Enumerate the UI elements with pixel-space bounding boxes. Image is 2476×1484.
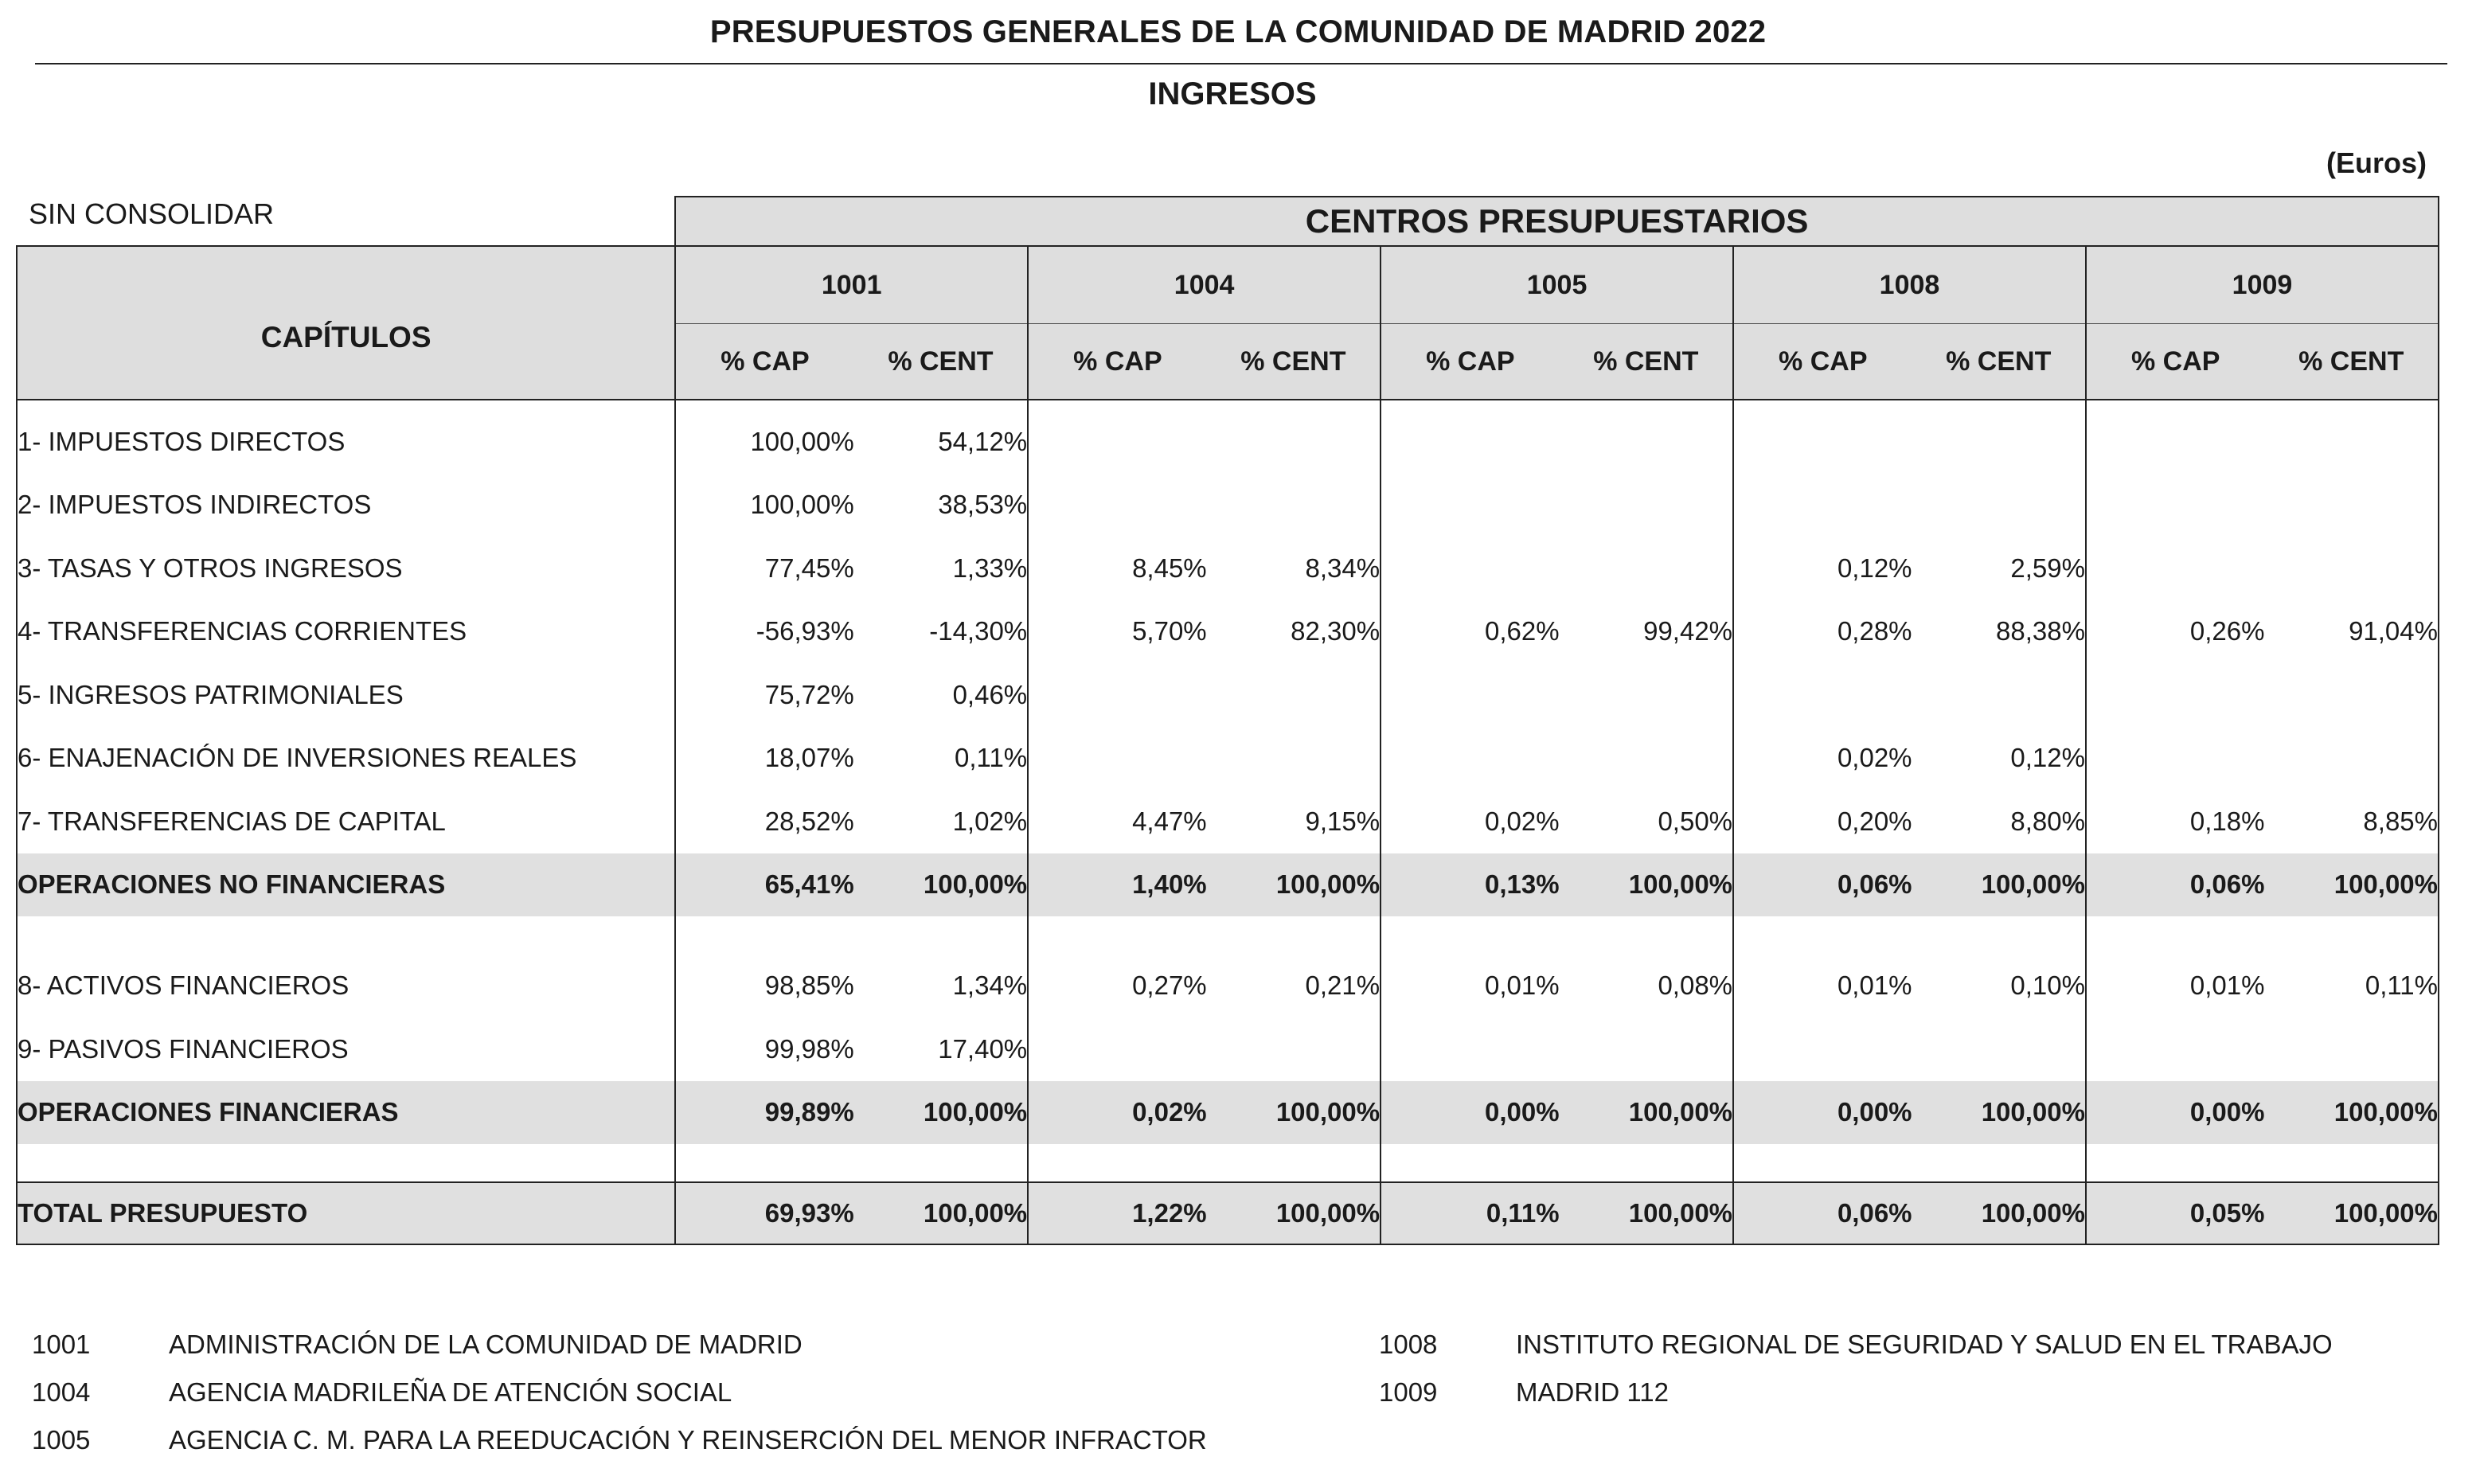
cell-cap: 0,02% xyxy=(1028,1081,1207,1144)
cell-cap xyxy=(1381,474,1560,537)
cell-cent: 100,00% xyxy=(1912,1081,2086,1144)
cell-cap xyxy=(1381,1017,1560,1081)
units-label: (Euros) xyxy=(2326,146,2427,179)
cell-cap xyxy=(1733,663,1912,727)
cell-cent: 88,38% xyxy=(1912,600,2086,664)
cell-cap: 5,70% xyxy=(1028,600,1207,664)
legend-item xyxy=(1379,1377,2333,1425)
cell-cap: 0,26% xyxy=(2086,600,2265,664)
cell-cap: 100,00% xyxy=(675,400,854,474)
cell-cap: 0,00% xyxy=(1733,1081,1912,1144)
cell-cent xyxy=(1207,727,1381,791)
cell-cap: 0,28% xyxy=(1733,600,1912,664)
cell-cent: -14,30% xyxy=(854,600,1028,664)
cell-cap: 1,40% xyxy=(1028,853,1207,916)
cell-cap: 0,13% xyxy=(1381,853,1560,916)
table-row xyxy=(17,790,2439,853)
cell-cap xyxy=(1733,474,1912,537)
cell-cap: 4,47% xyxy=(1028,790,1207,853)
row-label: 5- INGRESOS PATRIMONIALES xyxy=(17,663,675,727)
cell-cap: 77,45% xyxy=(675,537,854,600)
cell-cap: 0,62% xyxy=(1381,600,1560,664)
cell-cent xyxy=(1207,400,1381,474)
legend-name: INSTITUTO REGIONAL DE SEGURIDAD Y SALUD EN EL TRABAJO xyxy=(1516,1330,2333,1359)
legend-name: MADRID 112 xyxy=(1516,1377,1669,1407)
cell-cap: 0,05% xyxy=(2086,1182,2265,1244)
cell-cap: 0,01% xyxy=(1733,955,1912,1018)
cell-cent xyxy=(2264,663,2439,727)
title-rule xyxy=(35,63,2447,64)
cell-cent: 1,02% xyxy=(854,790,1028,853)
cell-cap xyxy=(2086,1017,2265,1081)
total-row xyxy=(17,1182,2439,1244)
legend-name: ADMINISTRACIÓN DE LA COMUNIDAD DE MADRID xyxy=(169,1330,803,1359)
cell-cap xyxy=(1028,1017,1207,1081)
cell-cent: 100,00% xyxy=(1207,1081,1381,1144)
row-label: 6- ENAJENACIÓN DE INVERSIONES REALES xyxy=(17,727,675,791)
cell-cent: 8,80% xyxy=(1912,790,2086,853)
row-label: 1- IMPUESTOS DIRECTOS xyxy=(17,400,675,474)
cell-cent xyxy=(1912,1017,2086,1081)
row-label: 3- TASAS Y OTROS INGRESOS xyxy=(17,537,675,600)
table-row xyxy=(17,955,2439,1018)
legend-code: 1008 xyxy=(1379,1330,1438,1359)
subtotal-row xyxy=(17,853,2439,916)
cell-cent xyxy=(1912,400,2086,474)
legend-code: 1009 xyxy=(1379,1377,1438,1407)
table-row xyxy=(17,537,2439,600)
row-label: 8- ACTIVOS FINANCIEROS xyxy=(17,955,675,1018)
cell-cap: 0,11% xyxy=(1381,1182,1560,1244)
cell-cent xyxy=(2264,537,2439,600)
spacer-row xyxy=(17,1144,2439,1182)
cell-cent xyxy=(1560,727,1733,791)
legend-code: 1001 xyxy=(32,1330,91,1359)
cell-cent: 0,50% xyxy=(1560,790,1733,853)
cell-cent: 100,00% xyxy=(1207,853,1381,916)
cell-cent: 100,00% xyxy=(854,1081,1028,1144)
subheader-cap: % CAP xyxy=(1381,324,1560,400)
budget-table xyxy=(16,196,2439,1245)
cell-cent: 2,59% xyxy=(1912,537,2086,600)
cell-cap: 0,20% xyxy=(1733,790,1912,853)
subheader-cent: % CENT xyxy=(854,324,1028,400)
cell-cent xyxy=(2264,474,2439,537)
cell-cent: 0,08% xyxy=(1560,955,1733,1018)
cell-cap: 0,02% xyxy=(1381,790,1560,853)
cell-cent: 0,12% xyxy=(1912,727,2086,791)
center-code: 1001 xyxy=(675,246,1028,324)
cell-cap xyxy=(1381,727,1560,791)
legend-right xyxy=(1379,1330,2333,1425)
cell-cent: 100,00% xyxy=(1560,853,1733,916)
cell-cap xyxy=(1028,474,1207,537)
header-spacer xyxy=(17,197,675,246)
cell-cent: 100,00% xyxy=(854,1182,1028,1244)
cell-cent: 100,00% xyxy=(1912,1182,2086,1244)
cell-cap xyxy=(2086,400,2265,474)
cell-cent: 1,33% xyxy=(854,537,1028,600)
row-label: 4- TRANSFERENCIAS CORRIENTES xyxy=(17,600,675,664)
scope-label: SIN CONSOLIDAR xyxy=(29,197,275,230)
cell-cap: 0,00% xyxy=(2086,1081,2265,1144)
cell-cent: 8,34% xyxy=(1207,537,1381,600)
row-header: CAPÍTULOS xyxy=(17,246,675,400)
cell-cent xyxy=(2264,727,2439,791)
subheader-cent: % CENT xyxy=(1912,324,2086,400)
legend-left xyxy=(32,1330,1207,1473)
cell-cap: 0,01% xyxy=(1381,955,1560,1018)
row-label: TOTAL PRESUPUESTO xyxy=(17,1182,675,1244)
legend-item xyxy=(32,1425,1207,1473)
subtotal-row xyxy=(17,1081,2439,1144)
cell-cent xyxy=(1207,1017,1381,1081)
cell-cap xyxy=(1381,400,1560,474)
cell-cap xyxy=(1381,537,1560,600)
document-title: PRESUPUESTOS GENERALES DE LA COMUNIDAD DE MADRID 2022 xyxy=(709,14,1767,49)
cell-cent xyxy=(1207,474,1381,537)
legend-code: 1005 xyxy=(32,1425,91,1455)
cell-cent xyxy=(1207,663,1381,727)
center-code: 1004 xyxy=(1028,246,1381,324)
table-row xyxy=(17,663,2439,727)
subheader-cap: % CAP xyxy=(1733,324,1912,400)
cell-cent: 100,00% xyxy=(1560,1081,1733,1144)
center-code: 1009 xyxy=(2086,246,2439,324)
cell-cent: 1,34% xyxy=(854,955,1028,1018)
cell-cent: 38,53% xyxy=(854,474,1028,537)
cell-cap: 99,89% xyxy=(675,1081,854,1144)
cell-cap: 69,93% xyxy=(675,1182,854,1244)
cell-cap: 65,41% xyxy=(675,853,854,916)
cell-cent xyxy=(1560,537,1733,600)
cell-cent xyxy=(1560,1017,1733,1081)
table-row xyxy=(17,474,2439,537)
cell-cent xyxy=(1912,474,2086,537)
cell-cap: 0,27% xyxy=(1028,955,1207,1018)
cell-cap xyxy=(2086,663,2265,727)
cell-cent: 0,11% xyxy=(2264,955,2439,1018)
subheader-cap: % CAP xyxy=(1028,324,1207,400)
cell-cap: 75,72% xyxy=(675,663,854,727)
subheader-cent: % CENT xyxy=(1560,324,1733,400)
cell-cent: 17,40% xyxy=(854,1017,1028,1081)
row-label: 7- TRANSFERENCIAS DE CAPITAL xyxy=(17,790,675,853)
cell-cap: 0,06% xyxy=(2086,853,2265,916)
cell-cent: 8,85% xyxy=(2264,790,2439,853)
center-code: 1008 xyxy=(1733,246,2086,324)
cell-cap: 99,98% xyxy=(675,1017,854,1081)
center-code: 1005 xyxy=(1381,246,1733,324)
cell-cap xyxy=(1028,400,1207,474)
legend-name: AGENCIA MADRILEÑA DE ATENCIÓN SOCIAL xyxy=(169,1377,732,1407)
cell-cent: 100,00% xyxy=(2264,853,2439,916)
cell-cent xyxy=(2264,400,2439,474)
cell-cap: 100,00% xyxy=(675,474,854,537)
subheader-cap: % CAP xyxy=(675,324,854,400)
cell-cent: 0,46% xyxy=(854,663,1028,727)
legend-name: AGENCIA C. M. PARA LA REEDUCACIÓN Y REINSERCIÓN DEL MENOR INFRACTOR xyxy=(169,1425,1207,1455)
cell-cent: 0,11% xyxy=(854,727,1028,791)
cell-cap: 0,00% xyxy=(1381,1081,1560,1144)
cell-cap: 8,45% xyxy=(1028,537,1207,600)
cell-cent xyxy=(1560,474,1733,537)
cell-cent: 100,00% xyxy=(1207,1182,1381,1244)
cell-cap: 0,01% xyxy=(2086,955,2265,1018)
group-header: CENTROS PRESUPUESTARIOS xyxy=(675,197,2439,246)
cell-cap xyxy=(2086,727,2265,791)
legend-code: 1004 xyxy=(32,1377,91,1407)
cell-cap xyxy=(1733,1017,1912,1081)
subheader-cent: % CENT xyxy=(2264,324,2439,400)
row-label: 9- PASIVOS FINANCIEROS xyxy=(17,1017,675,1081)
cell-cap: 28,52% xyxy=(675,790,854,853)
cell-cent: 100,00% xyxy=(2264,1182,2439,1244)
cell-cap xyxy=(2086,537,2265,600)
legend-item xyxy=(32,1377,1207,1425)
cell-cap xyxy=(2086,474,2265,537)
cell-cent: 99,42% xyxy=(1560,600,1733,664)
cell-cap xyxy=(1028,727,1207,791)
cell-cap: 0,06% xyxy=(1733,853,1912,916)
cell-cent: 82,30% xyxy=(1207,600,1381,664)
cell-cap xyxy=(1381,663,1560,727)
row-label: 2- IMPUESTOS INDIRECTOS xyxy=(17,474,675,537)
cell-cent: 100,00% xyxy=(2264,1081,2439,1144)
subheader-cent: % CENT xyxy=(1207,324,1381,400)
table-row xyxy=(17,1017,2439,1081)
cell-cap: 0,06% xyxy=(1733,1182,1912,1244)
cell-cent xyxy=(1560,663,1733,727)
spacer-row xyxy=(17,916,2439,955)
table-row xyxy=(17,727,2439,791)
legend-item xyxy=(1379,1330,2333,1377)
row-label: OPERACIONES NO FINANCIERAS xyxy=(17,853,675,916)
table-row xyxy=(17,400,2439,474)
cell-cent: 0,21% xyxy=(1207,955,1381,1018)
cell-cap: 98,85% xyxy=(675,955,854,1018)
cell-cent: 100,00% xyxy=(854,853,1028,916)
cell-cent xyxy=(2264,1017,2439,1081)
cell-cap: 0,12% xyxy=(1733,537,1912,600)
cell-cent: 9,15% xyxy=(1207,790,1381,853)
cell-cent xyxy=(1560,400,1733,474)
cell-cent: 0,10% xyxy=(1912,955,2086,1018)
row-label: OPERACIONES FINANCIERAS xyxy=(17,1081,675,1144)
cell-cent: 100,00% xyxy=(1912,853,2086,916)
cell-cap: 18,07% xyxy=(675,727,854,791)
cell-cap: -56,93% xyxy=(675,600,854,664)
document-subtitle: INGRESOS xyxy=(1148,76,1317,111)
cell-cap: 1,22% xyxy=(1028,1182,1207,1244)
cell-cap: 0,02% xyxy=(1733,727,1912,791)
subheader-cap: % CAP xyxy=(2086,324,2265,400)
legend-item xyxy=(32,1330,1207,1377)
cell-cent: 91,04% xyxy=(2264,600,2439,664)
cell-cap: 0,18% xyxy=(2086,790,2265,853)
cell-cent xyxy=(1912,663,2086,727)
cell-cent: 54,12% xyxy=(854,400,1028,474)
cell-cap xyxy=(1028,663,1207,727)
cell-cap xyxy=(1733,400,1912,474)
cell-cent: 100,00% xyxy=(1560,1182,1733,1244)
table-row xyxy=(17,600,2439,664)
